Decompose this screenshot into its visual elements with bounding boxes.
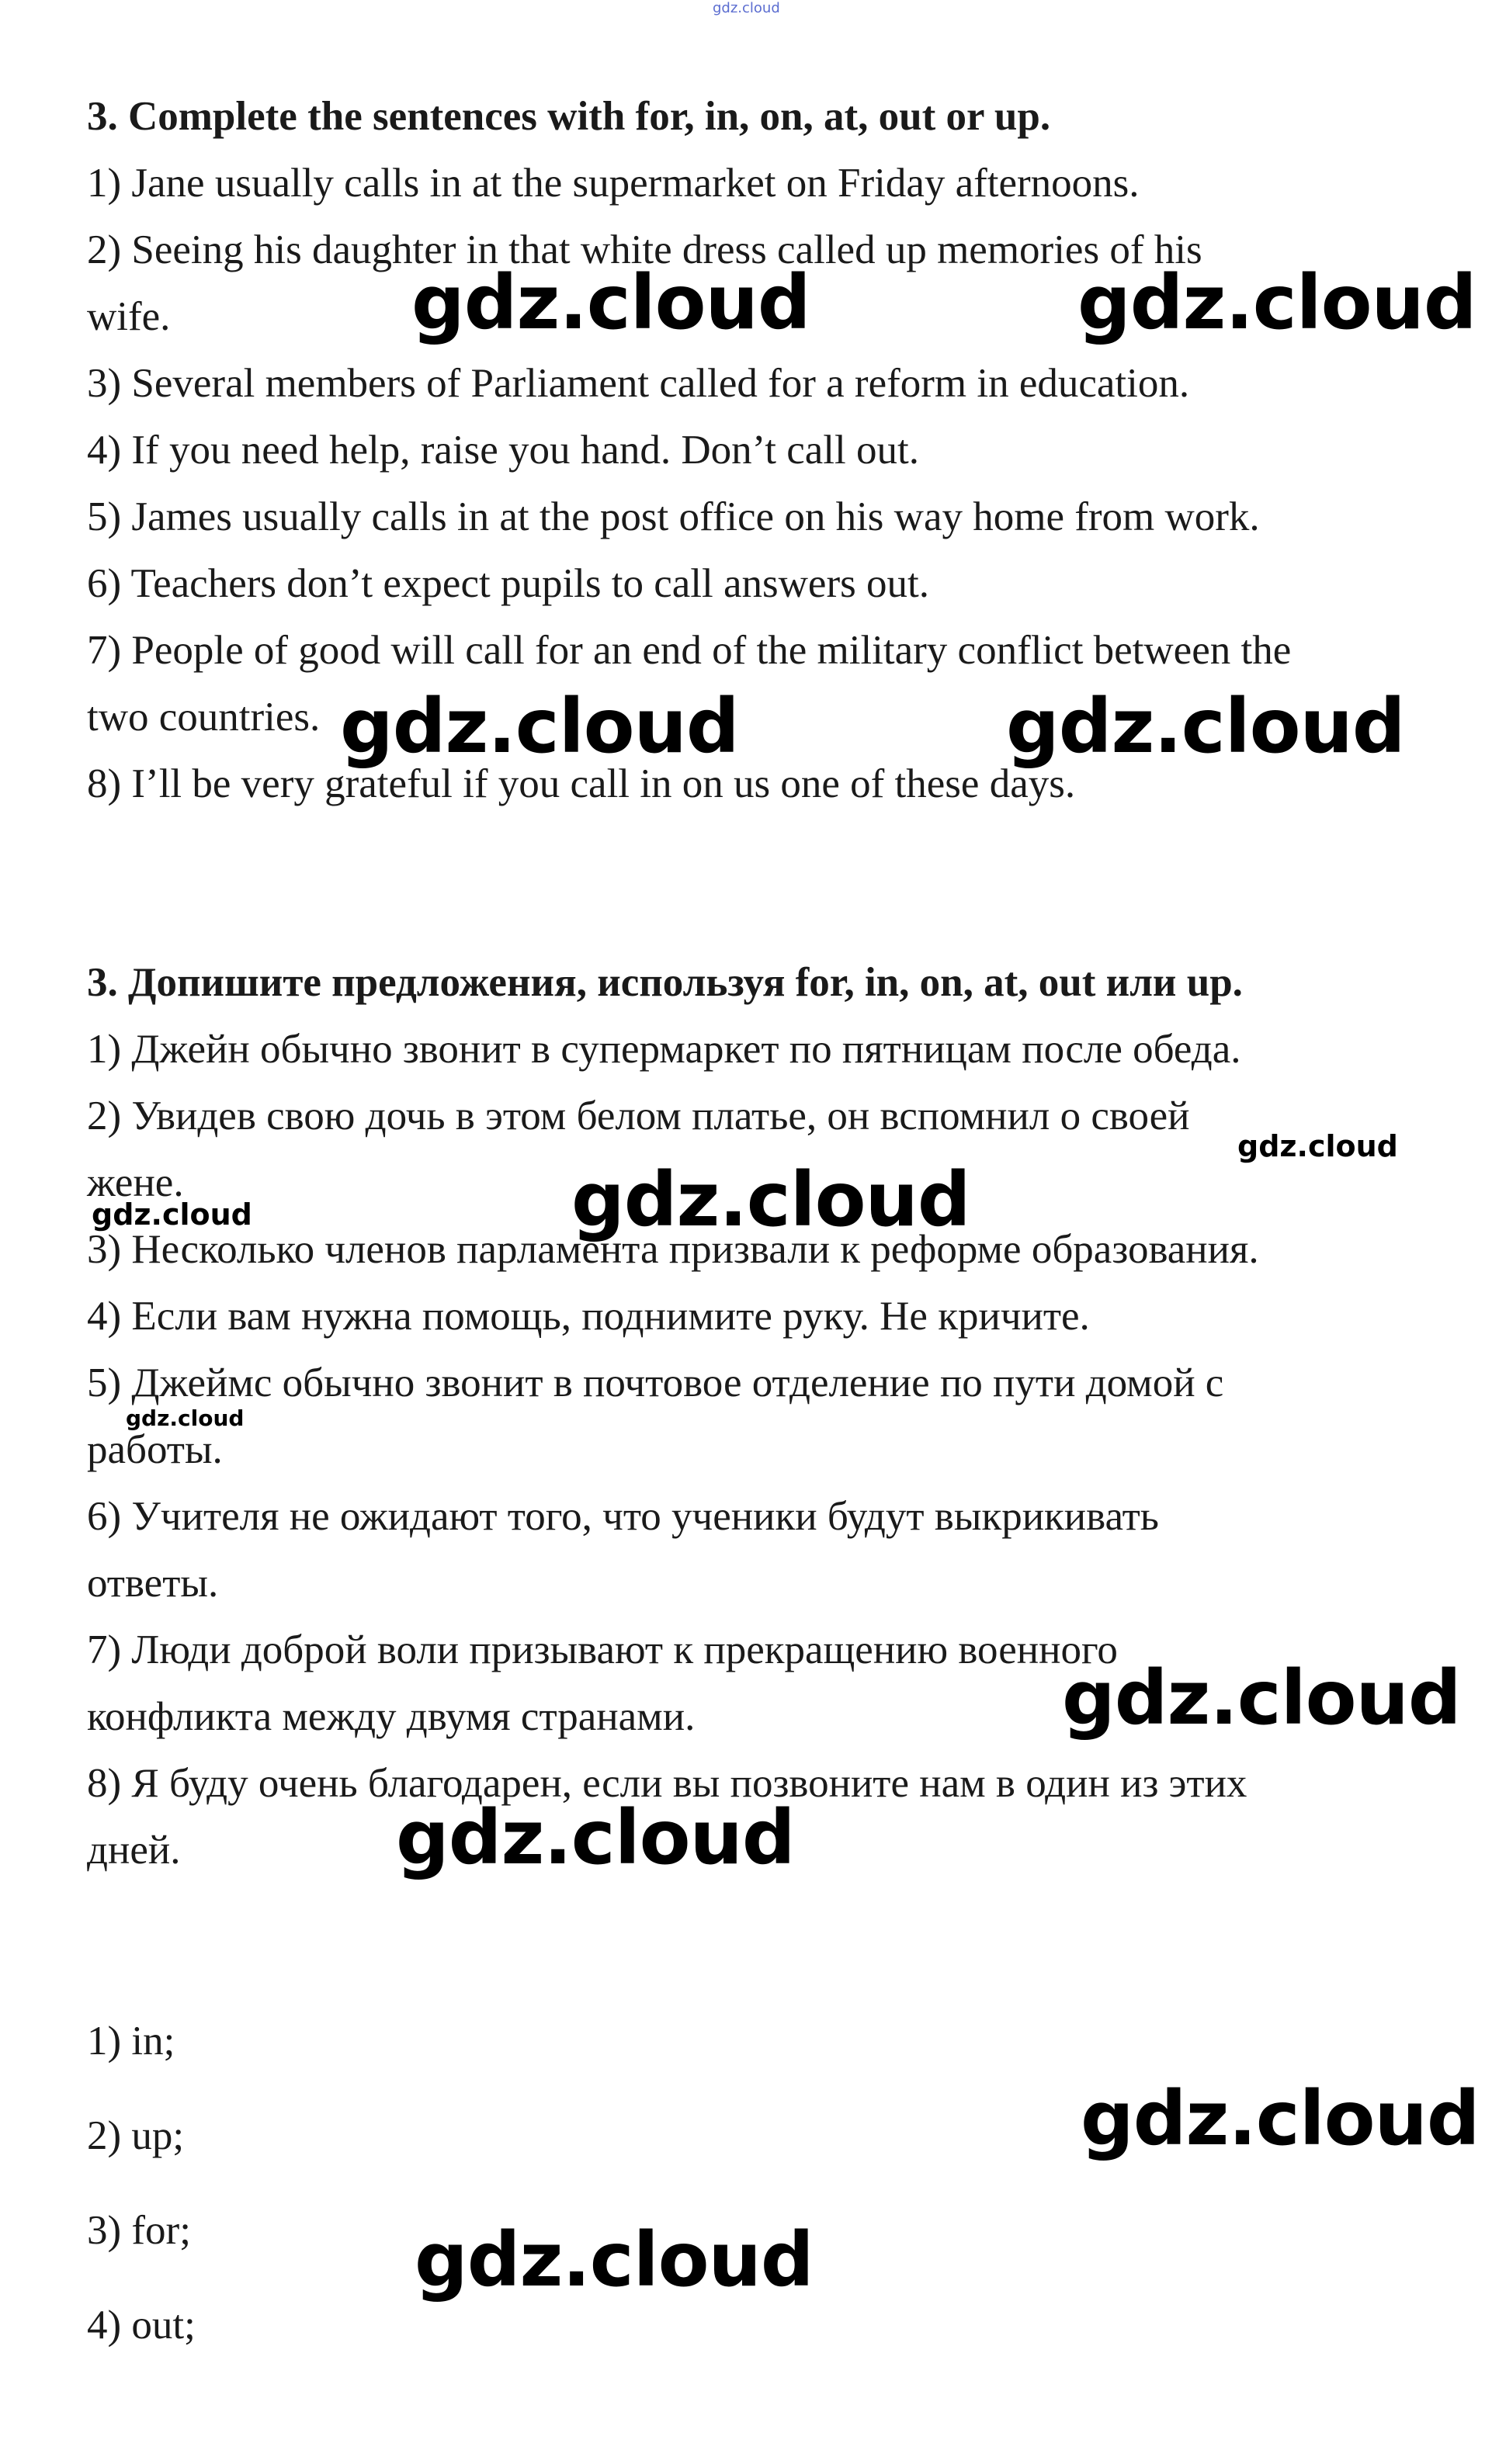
russian-line-3: 3) Несколько членов парламента призвали к реформе образования.	[87, 1227, 1259, 1272]
watermark: gdz.cloud	[126, 1405, 245, 1431]
russian-line-2-cont: жене.	[87, 1160, 184, 1205]
russian-line-8-cont: дней.	[87, 1828, 181, 1873]
english-line-2-cont: wife.	[87, 294, 171, 339]
answer-4: 4) out;	[87, 2303, 196, 2348]
watermark: gdz.cloud	[92, 1197, 252, 1232]
watermark: gdz.cloud	[1006, 683, 1405, 770]
russian-line-5-cont: работы.	[87, 1427, 223, 1472]
answer-3: 3) for;	[87, 2208, 191, 2253]
watermark: gdz.cloud	[571, 1156, 970, 1243]
russian-line-2: 2) Увидев свою дочь в этом белом платье, он вспомнил о своей	[87, 1093, 1190, 1138]
english-line-2: 2) Seeing his daughter in that white dress called up memories of his	[87, 227, 1202, 272]
russian-line-6-cont: ответы.	[87, 1561, 219, 1606]
watermark: gdz.cloud	[1081, 2075, 1480, 2162]
watermark: gdz.cloud	[1237, 1129, 1398, 1163]
russian-line-7: 7) Люди доброй воли призывают к прекращению военного	[87, 1627, 1118, 1672]
english-heading: 3. Complete the sentences with for, in, on, at, out or up.	[87, 94, 1051, 139]
russian-heading: 3. Допишите предложения, используя for, in, on, at, out или up.	[87, 960, 1243, 1005]
english-line-8: 8) I’ll be very grateful if you call in on us one of these days.	[87, 761, 1076, 806]
answer-2: 2) up;	[87, 2113, 185, 2158]
russian-line-8: 8) Я буду очень благодарен, если вы позвоните нам в один из этих	[87, 1761, 1247, 1806]
russian-line-6: 6) Учителя не ожидают того, что ученики будут выкрикивать	[87, 1494, 1159, 1539]
russian-line-1: 1) Джейн обычно звонит в супермаркет по пятницам после обеда.	[87, 1027, 1241, 1072]
english-line-7-cont: two countries.	[87, 695, 321, 740]
watermark: gdz.cloud	[396, 1794, 795, 1881]
english-line-6: 6) Teachers don’t expect pupils to call answers out.	[87, 561, 929, 606]
english-line-4: 4) If you need help, raise you hand. Don’t call out.	[87, 428, 919, 473]
watermark: gdz.cloud	[1077, 259, 1476, 346]
english-line-5: 5) James usually calls in at the post office on his way home from work.	[87, 494, 1260, 539]
english-line-7: 7) People of good will call for an end of the military conflict between the	[87, 628, 1292, 673]
english-line-1: 1) Jane usually calls in at the supermarket on Friday afternoons.	[87, 161, 1140, 206]
russian-line-5: 5) Джеймс обычно звонит в почтовое отделение по пути домой с	[87, 1360, 1224, 1405]
watermark: gdz.cloud	[340, 683, 739, 770]
russian-line-4: 4) Если вам нужна помощь, поднимите руку. Не кричите.	[87, 1294, 1090, 1339]
russian-line-7-cont: конфликта между двумя странами.	[87, 1694, 696, 1739]
answer-1: 1) in;	[87, 2019, 175, 2064]
watermark: gdz.cloud	[1062, 1655, 1461, 1741]
english-line-3: 3) Several members of Parliament called for a reform in education.	[87, 361, 1190, 406]
top-watermark: gdz.cloud	[713, 0, 780, 16]
watermark: gdz.cloud	[415, 2216, 814, 2303]
watermark: gdz.cloud	[411, 259, 810, 346]
